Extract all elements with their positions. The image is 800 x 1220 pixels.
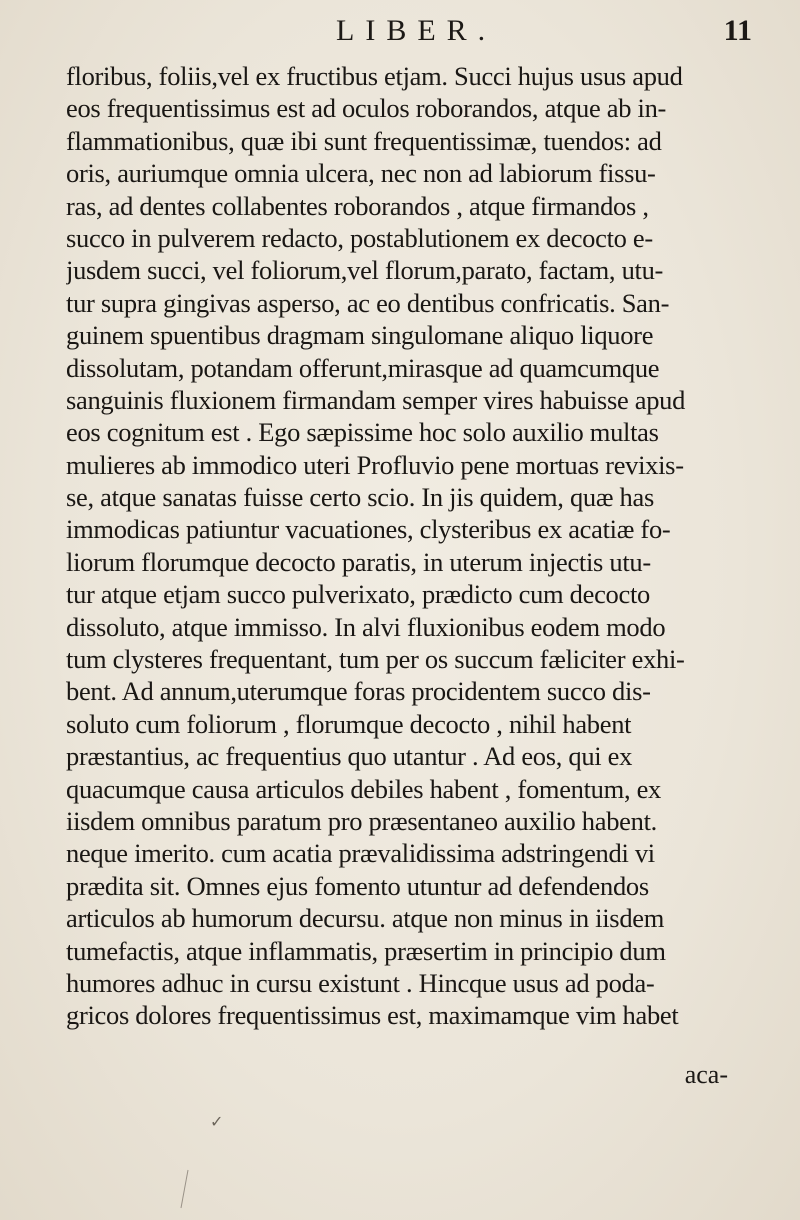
text-line: iisdem omnibus paratum pro præsentaneo auxilio habent.: [66, 805, 657, 836]
text-line: oris, auriumque omnia ulcera, nec non ad labiorum fissu-: [66, 158, 656, 189]
text-line: neque imerito. cum acatia prævalidissima adstringendi vi: [66, 838, 655, 869]
text-line: eos cognitum est . Ego sæpissime hoc solo auxilio multas: [66, 417, 659, 448]
text-line: mulieres ab immodico uteri Profluvio pene mortuas revixis-: [66, 449, 684, 480]
text-line: prædita sit. Omnes ejus fomento utuntur ad defendendos: [66, 870, 649, 901]
text-line: tur supra gingivas asperso, ac eo dentibus confricatis. San-: [66, 287, 670, 318]
text-line: dissolutam, potandam offerunt,mirasque ad quamcumque: [66, 352, 660, 383]
text-line: eos frequentissimus est ad oculos roborandos, atque ab in-: [66, 93, 667, 124]
text-line: tum clysteres frequentant, tum per os succum fæliciter exhi-: [66, 644, 685, 675]
text-line: jusdem succi, vel foliorum,vel florum,parato, factam, utu-: [66, 255, 664, 286]
text-line: succo in pulverem redacto, postablutionem ex decocto e-: [66, 222, 653, 253]
text-line: flammationibus, quæ ibi sunt frequentissimæ, tuendos: ad: [66, 125, 662, 156]
catchword: aca-: [684, 1060, 728, 1089]
text-line: gricos dolores frequentissimus est, maximamque vim habet: [66, 1000, 679, 1031]
text-line: liorum florumque decocto paratis, in uterum injectis utu-: [66, 546, 651, 577]
text-line: se, atque sanatas fuisse certo scio. In jis quidem, quæ has: [66, 482, 654, 513]
text-line: tumefactis, atque inflammatis, præsertim in principio dum: [66, 935, 666, 966]
text-line: articulos ab humorum decursu. atque non minus in iisdem: [66, 903, 665, 934]
page-number: 11: [723, 14, 752, 47]
text-line: tur atque etjam succo pulverixato, prædicto cum decocto: [66, 579, 650, 610]
text-line: guinem spuentibus dragmam singulomane aliquo liquore: [66, 320, 654, 351]
pencil-mark: [178, 1168, 190, 1210]
body-text: [66, 60, 766, 1032]
text-line: quacumque causa articulos debiles habent , fomentum, ex: [66, 773, 662, 804]
running-head: [70, 14, 760, 54]
text-line: sanguinis fluxionem firmandam semper vires habuisse apud: [66, 384, 686, 415]
text-line: bent. Ad annum,uterumque foras procidentem succo dis-: [66, 676, 651, 707]
running-title: LIBER.: [336, 14, 497, 47]
text-line: immodicas patiuntur vacuationes, clysteribus ex acatiæ fo-: [66, 514, 671, 545]
text-line: præstantius, ac frequentius quo utantur . Ad eos, qui ex: [66, 741, 633, 772]
text-line: ras, ad dentes collabentes roborandos , atque firmandos ,: [66, 190, 649, 221]
stray-ink-mark: ✓: [210, 1114, 224, 1131]
text-line: dissoluto, atque immisso. In alvi fluxionibus eodem modo: [66, 611, 666, 642]
text-line: floribus, foliis,vel ex fructibus etjam. Succi hujus usus apud: [66, 61, 683, 91]
text-line: soluto cum foliorum , florumque decocto , nihil habent: [66, 708, 632, 739]
text-line: humores adhuc in cursu existunt . Hincque usus ad poda-: [66, 967, 655, 998]
